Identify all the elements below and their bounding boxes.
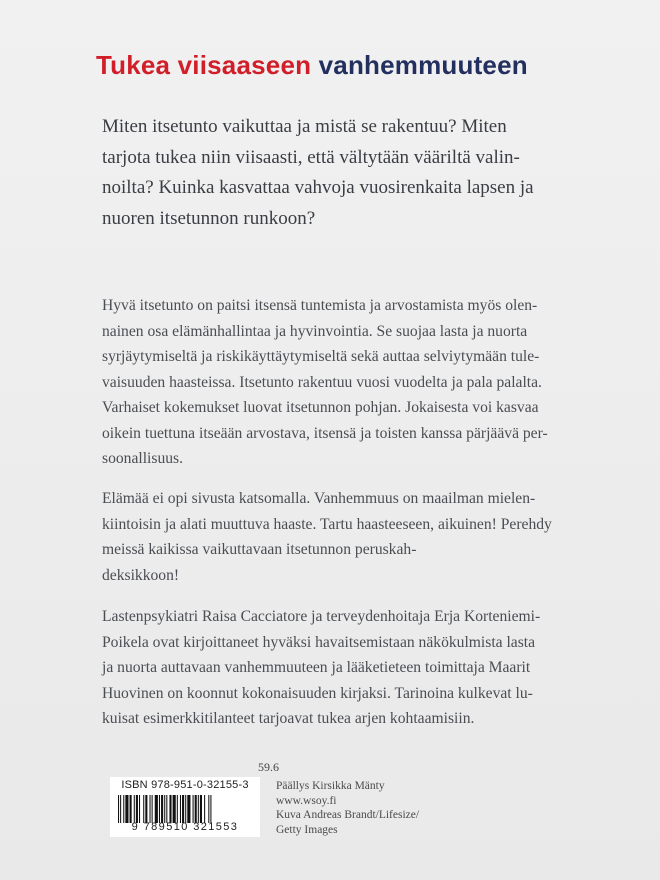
text-line: Varhaiset kokemukset luovat itsetunnon pohjan. Jokaisesta voi kasvaa <box>102 399 539 416</box>
cover-title <box>96 50 528 81</box>
title-part-navy: vanhemmuuteen <box>318 50 528 80</box>
credit-photo-agency: Getty Images <box>276 823 338 836</box>
credit-cover-design: Päällys Kirsikka Mänty <box>276 780 385 792</box>
text-line: soonallisuus. <box>102 450 184 467</box>
text-line: Miten itsetunto vaikuttaa ja mistä se rakentuu? Miten <box>102 116 507 137</box>
text-line: kuisat esimerkkitilanteet tarjoavat tukea arjen kohtaamisiin. <box>102 710 475 727</box>
text-line: Lastenpsykiatri Raisa Cacciatore ja terveydenhoitaja Erja Korteniemi- <box>102 608 541 625</box>
text-line: vaisuuden haasteissa. Itsetunto rakentuu vuosi vuodelta ja pala palalta. <box>102 373 542 391</box>
text-line: oikein tuettuna itseään arvostava, itsensä ja toisten kanssa pärjäävä per- <box>102 424 548 442</box>
credit-photo: Kuva Andreas Brandt/Lifesize/ <box>276 809 420 821</box>
text-line: deksikkoon! <box>102 566 180 584</box>
text-line: nuoren itsetunnon runkoon? <box>102 207 316 229</box>
title-part-red: Tukea viisaaseen <box>96 50 312 80</box>
text-line: tarjota tukea niin viisaasti, että vältytään vääriltä valin- <box>102 146 520 168</box>
text-line: Elämää ei opi sivusta katsomalla. Vanhemmuus on maailman mielen- <box>102 490 536 507</box>
text-line: Huovinen on koonnut kokonaisuuden kirjaksi. Tarinoina kulkevat lu- <box>102 684 533 702</box>
cover-credits <box>276 779 419 837</box>
text-line: Hyvä itsetunto on paitsi itsensä tuntemista ja arvostamista myös olen- <box>102 297 538 314</box>
text-line: syrjäytymiseltä ja riskikäyttäytymiseltä sekä auttaa selviytymään tule- <box>102 348 540 365</box>
text-line: meissä kaikissa vaikuttavaan itsetunnon peruskah- <box>102 541 417 558</box>
text-line: ja nuorta auttavaan vanhemmuuteen ja lääketieteen toimittaja Maarit <box>102 659 531 676</box>
text-line: kiintoisin ja alati muuttuva haaste. Tartu haasteeseen, aikuinen! Perehdy <box>102 515 552 533</box>
isbn-barcode-block <box>110 777 260 837</box>
paragraph-parenthood <box>102 486 592 588</box>
paragraph-self-esteem <box>102 293 592 472</box>
barcode-icon <box>118 795 252 823</box>
isbn-number: ISBN 978-951-0-32155-3 <box>121 779 249 791</box>
text-line: Poikela ovat kirjoittaneet hyväksi havaitsemistaan näkökulmista lasta <box>102 633 536 651</box>
text-line: noilta? Kuinka kasvattaa vahvoja vuosirenkaita lapsen ja <box>102 177 534 198</box>
ean-digits: 9 789510 321553 <box>131 821 239 833</box>
price-code: 59.6 <box>258 760 279 774</box>
text-line: nainen osa elämänhallintaa ja hyvinvointia. Se suojaa lasta ja nuorta <box>102 322 528 340</box>
intro-text <box>102 112 572 234</box>
credit-website: www.wsoy.fi <box>276 794 337 807</box>
paragraph-authors <box>102 604 592 732</box>
